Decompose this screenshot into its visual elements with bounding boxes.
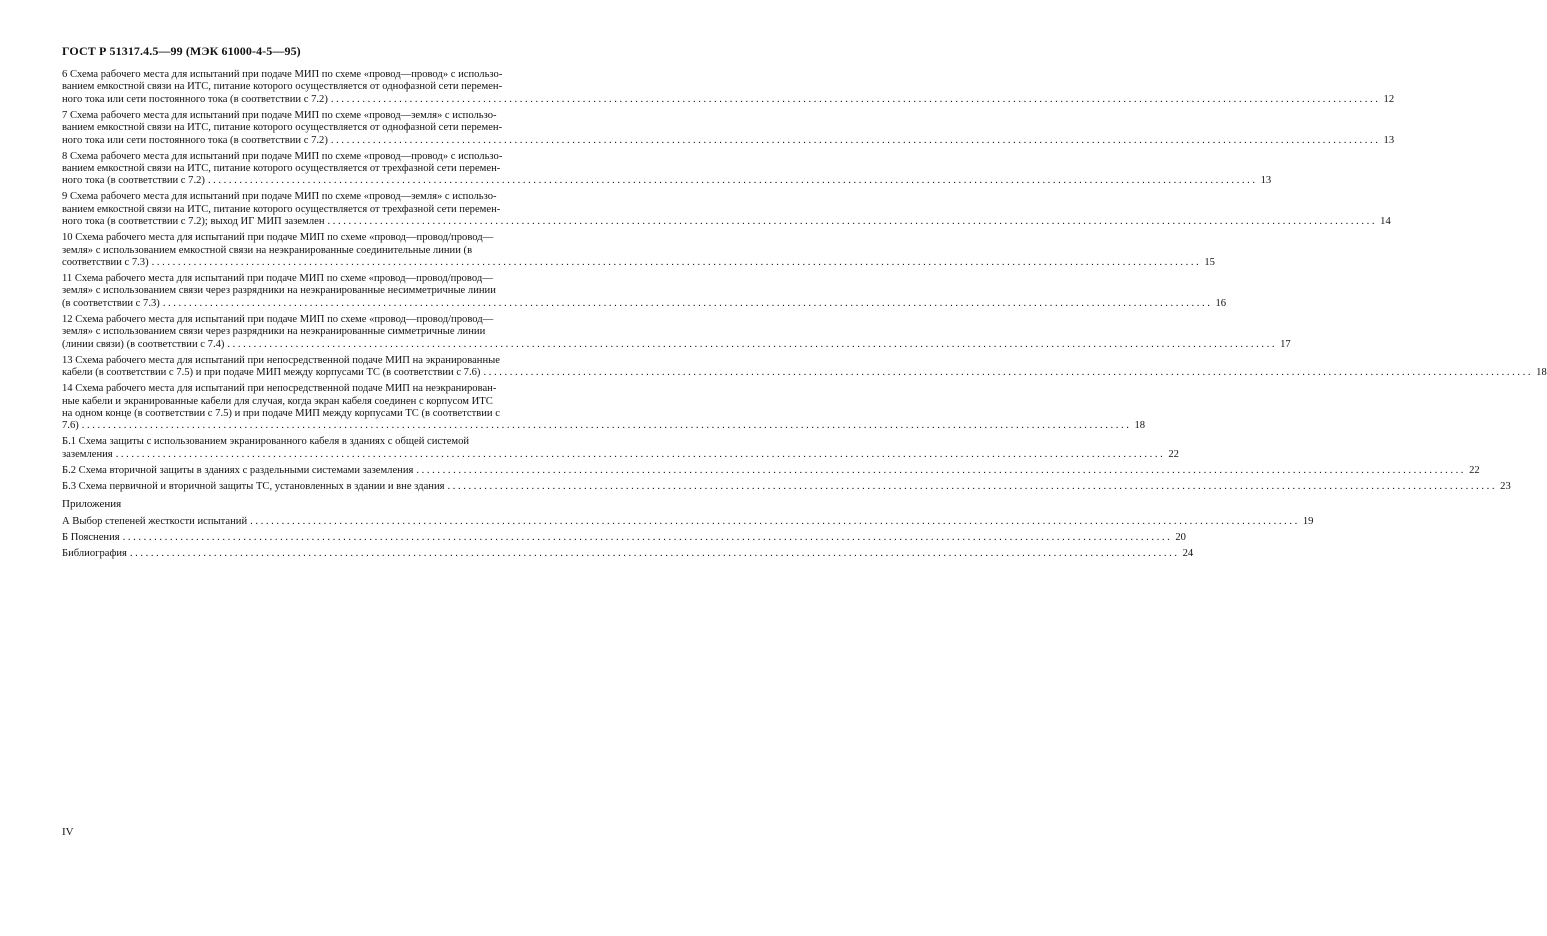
toc-entry-text: на одном конце (в соответствии с 7.5) и при подаче МИП между корпусами ТС (в соответствии с [62, 407, 500, 419]
toc-entry-text: ванием емкостной связи на ИТС, питание которого осуществляется от однофазной сети перемен- [62, 122, 503, 134]
dot-leader: ........................................................................................................................................................................................................ [327, 216, 1378, 228]
dot-leader: ........................................................................................................................................................................................................ [207, 175, 1258, 187]
toc-entry-text: (линии связи) (в соответствии с 7.4) [62, 338, 225, 350]
toc-entry[interactable] [62, 436, 1179, 461]
dot-leader: ........................................................................................................................................................................................................ [122, 532, 1173, 544]
toc-entry[interactable] [62, 516, 1314, 528]
toc-entry[interactable] [62, 383, 1146, 433]
toc-page-number: 19 [1302, 516, 1314, 528]
toc-entry[interactable] [62, 273, 1227, 310]
page-number: IV [62, 826, 74, 838]
toc-entry[interactable] [62, 109, 1395, 147]
toc-entry[interactable] [62, 191, 1391, 228]
toc-page-number: 16 [1215, 297, 1227, 309]
dot-leader: ........................................................................................................................................................................................................ [129, 548, 1180, 560]
toc-entry-text: А Выбор степеней жесткости испытаний [62, 516, 248, 528]
toc-entry-text: ванием емкостной связи на ИТС, питание которого осуществляется от трехфазной сети перемен- [62, 163, 501, 175]
toc-entry-text: ванием емкостной связи на ИТС, питание которого осуществляется от трехфазной сети перемен- [62, 203, 501, 215]
toc-entry[interactable] [62, 532, 1186, 544]
toc-entry[interactable] [62, 150, 1272, 188]
toc-entry-text: 12 Схема рабочего места для испытаний при подаче МИП по схеме «провод—провод/провод— [62, 313, 494, 325]
toc-entry-text: ного тока или сети постоянного тока (в соответствии с 7.2) [62, 134, 328, 146]
toc-entry-text: 8 Схема рабочего места для испытаний при подаче МИП по схеме «провод—провод» с использо- [62, 150, 503, 162]
toc-entry-text: 9 Схема рабочего места для испытаний при подаче МИП по схеме «провод—земля» с использо- [62, 191, 497, 203]
toc-entry-text: 14 Схема рабочего места для испытаний при непосредственной подаче МИП на неэкранирован- [62, 383, 497, 395]
toc-entry-text: Библиография [62, 548, 127, 560]
dot-leader: ........................................................................................................................................................................................................ [416, 464, 1467, 476]
dot-leader: ........................................................................................................................................................................................................ [151, 257, 1202, 269]
table-of-contents [62, 69, 1547, 564]
toc-page-number: 13 [1383, 134, 1395, 146]
toc-entry[interactable] [62, 480, 1511, 493]
toc-entry-text: Б Пояснения [62, 532, 120, 544]
toc-entry[interactable] [62, 232, 1215, 269]
dot-leader: ........................................................................................................................................................................................................ [162, 297, 1213, 309]
toc-entry-text: заземления [62, 448, 113, 460]
dot-leader: ........................................................................................................................................................................................................ [250, 516, 1300, 528]
toc-entry-text: ного тока (в соответствии с 7.2); выход ИГ МИП заземлен [62, 216, 325, 228]
toc-entry-text: (в соответствии с 7.3) [62, 297, 160, 309]
toc-entry[interactable] [62, 548, 1194, 560]
toc-entry-text: ного тока (в соответствии с 7.2) [62, 175, 205, 187]
appendix-heading: Приложения [62, 498, 122, 511]
toc-page-number: 23 [1500, 480, 1511, 492]
toc-entry-text: 7.6) [62, 420, 79, 432]
toc-page-number: 24 [1182, 548, 1194, 560]
toc-entry-text: Б.2 Схема вторичной защиты в зданиях с раздельными системами заземления [62, 464, 414, 476]
toc-entry-text: соответствии с 7.3) [62, 257, 149, 269]
toc-entry-text: Б.1 Схема защиты с использованием экранированного кабеля в зданиях с общей системой [62, 436, 470, 448]
toc-entry-text: 10 Схема рабочего места для испытаний при подаче МИП по схеме «провод—провод/провод— [62, 232, 494, 244]
dot-leader: ........................................................................................................................................................................................................ [447, 480, 1498, 492]
toc-page-number: 15 [1204, 257, 1215, 269]
toc-entry[interactable] [62, 313, 1291, 351]
toc-entry-text: ные кабели и экранированные кабели для случая, когда экран кабеля соединен с корпусом ИТС [62, 395, 493, 407]
toc-entry-text: земля» с использованием связи через разрядники на неэкранированные несимметричные линии [62, 285, 496, 297]
toc-entry[interactable] [62, 354, 1547, 380]
toc-page-number: 22 [1469, 464, 1480, 476]
document-header: ГОСТ Р 51317.4.5—99 (МЭК 61000-4-5—95) [62, 44, 301, 58]
toc-page-number: 14 [1380, 216, 1391, 228]
toc-page-number: 20 [1175, 532, 1186, 544]
toc-entry-text: 13 Схема рабочего места для испытаний при непосредственной подаче МИП на экранированные [62, 354, 500, 366]
dot-leader: ........................................................................................................................................................................................................ [483, 367, 1534, 379]
toc-entry[interactable] [62, 464, 1480, 477]
dot-leader: ........................................................................................................................................................................................................ [81, 420, 1132, 432]
toc-page-number: 17 [1280, 338, 1291, 350]
dot-leader: ........................................................................................................................................................................................................ [227, 338, 1278, 350]
dot-leader: ........................................................................................................................................................................................................ [115, 448, 1166, 460]
toc-entry-text: 11 Схема рабочего места для испытаний при подаче МИП по схеме «провод—провод/провод— [62, 273, 493, 285]
toc-page-number: 13 [1260, 175, 1272, 187]
dot-leader: ........................................................................................................................................................................................................ [330, 134, 1381, 146]
toc-entry-text: 7 Схема рабочего места для испытаний при подаче МИП по схеме «провод—земля» с использо- [62, 109, 497, 121]
toc-entry-text: ного тока или сети постоянного тока (в соответствии с 7.2) [62, 93, 328, 105]
toc-entry-text: 6 Схема рабочего места для испытаний при подаче МИП по схеме «провод—провод» с использо- [62, 69, 503, 80]
toc-entry-text: ванием емкостной связи на ИТС, питание которого осуществляется от однофазной сети перемен- [62, 81, 503, 93]
toc-page-number: 12 [1383, 93, 1395, 105]
toc-page-number: 18 [1134, 420, 1146, 432]
dot-leader: ........................................................................................................................................................................................................ [330, 93, 1381, 105]
toc-entry[interactable] [62, 69, 1395, 106]
toc-entry-text: кабели (в соответствии с 7.5) и при подаче МИП между корпусами ТС (в соответствии с 7.6) [62, 367, 481, 379]
toc-entry-text: земля» с использованием связи через разрядники на неэкранированные симметричные линии [62, 326, 486, 338]
toc-page-number: 22 [1168, 448, 1179, 460]
toc-page-number: 18 [1536, 367, 1547, 379]
toc-entry-text: Б.3 Схема первичной и вторичной защиты ТС, установленных в здании и вне здания [62, 480, 445, 492]
toc-entry-text: земля» с использованием емкостной связи на неэкранированные соединительные линии (в [62, 244, 473, 256]
